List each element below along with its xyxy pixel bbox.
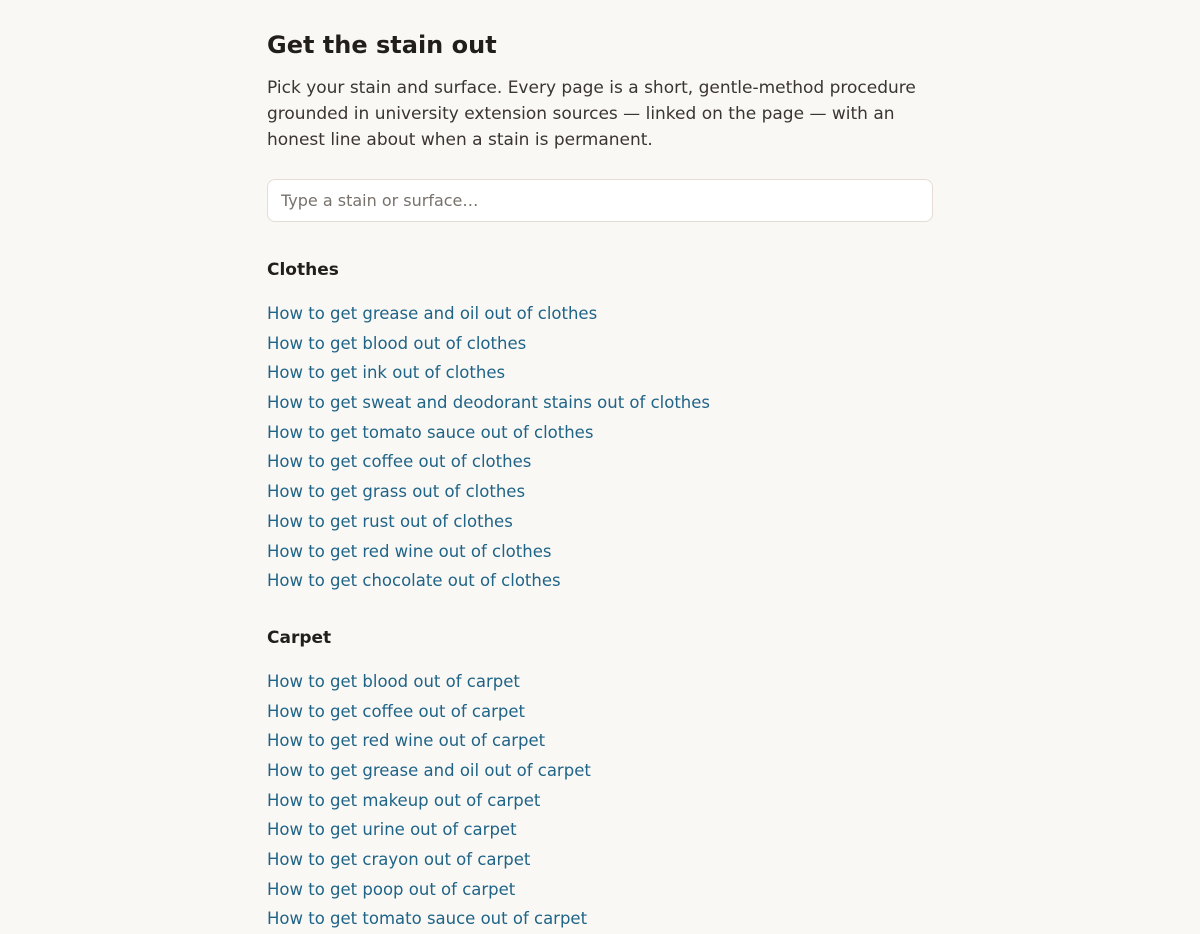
link-red-wine-carpet[interactable]: How to get red wine out of carpet: [267, 731, 546, 751]
link-rust-clothes[interactable]: How to get rust out of clothes: [267, 511, 513, 531]
list-item: [267, 756, 933, 786]
list-item: [267, 667, 933, 697]
list-item: [267, 875, 933, 905]
list-item: [267, 904, 933, 934]
list-item: [267, 815, 933, 845]
list-item: [267, 726, 933, 756]
intro-paragraph: Pick your stain and surface. Every page is a short, gentle-method procedure grounded in university extension sources — linked on the page — with an honest line about when a stain is permanent.: [267, 78, 916, 150]
list-item: [267, 697, 933, 727]
list-item: [267, 537, 933, 567]
section-clothes: [267, 258, 933, 596]
link-list-clothes: [267, 299, 933, 596]
link-crayon-carpet[interactable]: How to get crayon out of carpet: [267, 850, 531, 869]
search-container: [267, 179, 933, 222]
list-item: [267, 447, 933, 477]
list-item: [267, 507, 933, 537]
page-container: [267, 0, 933, 934]
list-item: [267, 388, 933, 418]
link-grease-oil-carpet[interactable]: How to get grease and oil out of carpet: [267, 760, 591, 780]
link-red-wine-clothes[interactable]: How to get red wine out of clothes: [267, 541, 552, 561]
link-tomato-sauce-clothes[interactable]: How to get tomato sauce out of clothes: [267, 422, 594, 442]
link-chocolate-clothes[interactable]: How to get chocolate out of clothes: [267, 571, 561, 591]
link-blood-clothes[interactable]: How to get blood out of clothes: [267, 333, 527, 353]
list-item: [267, 786, 933, 816]
link-coffee-clothes[interactable]: How to get coffee out of clothes: [267, 452, 532, 472]
list-item: [267, 845, 933, 875]
list-item: [267, 566, 933, 596]
link-urine-carpet[interactable]: How to get urine out of carpet: [267, 820, 517, 840]
link-list-carpet: [267, 667, 933, 934]
section-heading-carpet: Carpet: [267, 627, 332, 648]
section-carpet: [267, 626, 933, 934]
link-grass-clothes[interactable]: How to get grass out of clothes: [267, 482, 526, 502]
list-item: [267, 299, 933, 329]
link-makeup-carpet[interactable]: How to get makeup out of carpet: [267, 790, 541, 810]
list-item: [267, 358, 933, 388]
link-blood-carpet[interactable]: How to get blood out of carpet: [267, 671, 520, 691]
link-poop-carpet[interactable]: How to get poop out of carpet: [267, 879, 516, 899]
link-grease-oil-clothes[interactable]: How to get grease and oil out of clothes: [267, 304, 598, 323]
link-sweat-deodorant-clothes[interactable]: How to get sweat and deodorant stains out of clothes: [267, 393, 711, 413]
list-item: [267, 477, 933, 507]
link-ink-clothes[interactable]: How to get ink out of clothes: [267, 363, 506, 383]
link-tomato-sauce-carpet[interactable]: How to get tomato sauce out of carpet: [267, 909, 588, 929]
link-coffee-carpet[interactable]: How to get coffee out of carpet: [267, 701, 525, 721]
list-item: [267, 418, 933, 448]
search-input[interactable]: [267, 179, 933, 222]
page-title: Get the stain out: [267, 31, 497, 59]
list-item: [267, 329, 933, 359]
section-heading-clothes: Clothes: [267, 260, 339, 280]
